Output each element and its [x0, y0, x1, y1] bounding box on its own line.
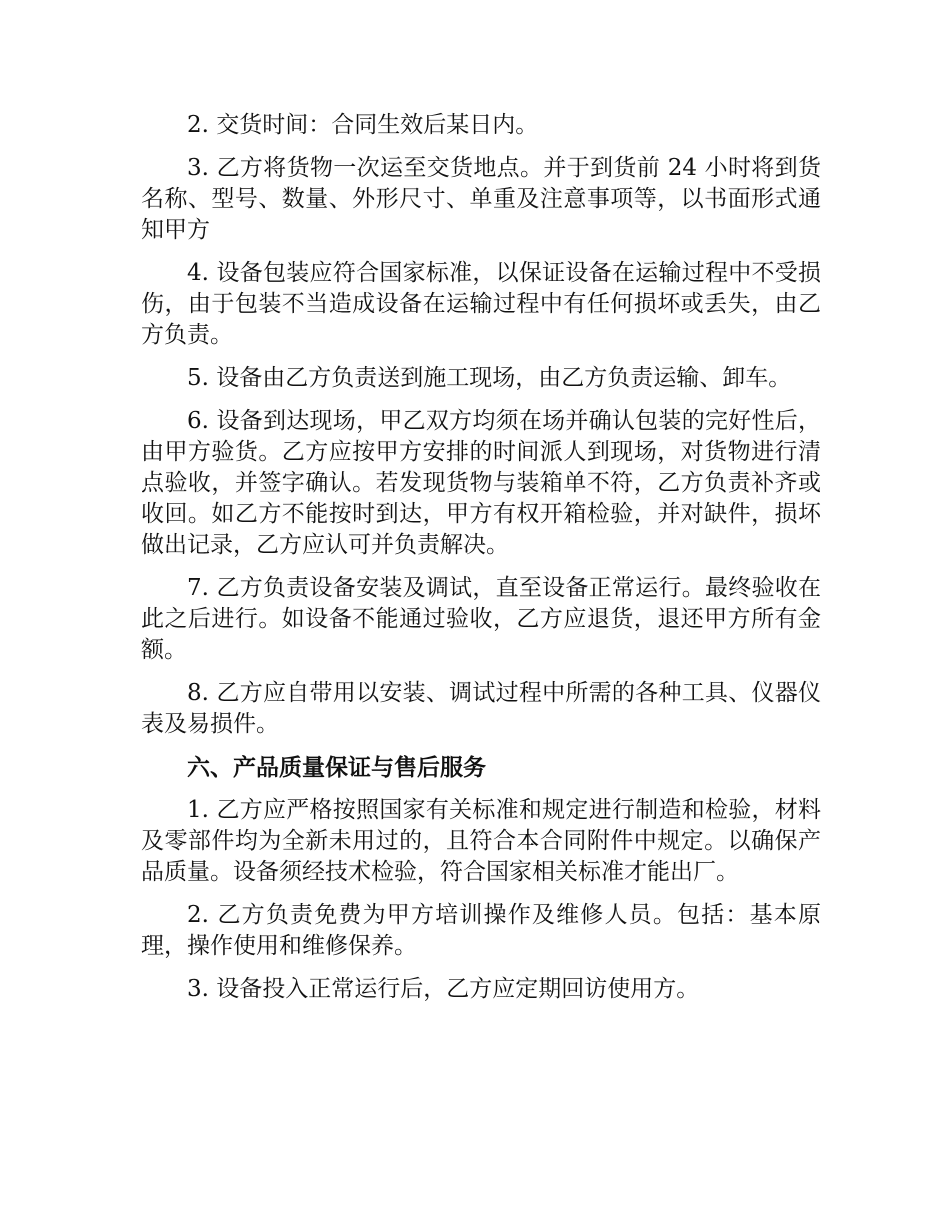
delivery-item-3: 3. 乙方将货物一次运至交货地点。并于到货前 24 小时将到货名称、型号、数量、外形尺寸、单重及注意事项等，以书面形式通知甲方 — [141, 155, 821, 243]
delivery-item-2: 2. 交货时间：合同生效后某日内。 — [187, 112, 539, 138]
document-page — [141, 110, 821, 1017]
quality-item-1: 1. 乙方应严格按照国家有关标准和规定进行制造和检验，材料及零部件均为全新未用过的，且符合本合同附件中规定。以确保产品质量。设备须经技术检验，符合国家相关标准才能出厂。 — [141, 797, 821, 885]
delivery-item-4: 4. 设备包装应符合国家标准，以保证设备在运输过程中不受损伤，由于包装不当造成设备在运输过程中有任何损坏或丢失，由乙方负责。 — [141, 260, 821, 348]
section-six-heading: 六、产品质量保证与售后服务 — [187, 754, 486, 781]
delivery-item-7: 7. 乙方负责设备安装及调试，直至设备正常运行。最终验收在此之后进行。如设备不能通过验收，乙方应退货，退还甲方所有金额。 — [141, 575, 821, 663]
delivery-item-5: 5. 设备由乙方负责送到施工现场，由乙方负责运输、卸车。 — [187, 365, 792, 391]
delivery-item-6: 6. 设备到达现场，甲乙双方均须在场并确认包装的完好性后，由甲方验货。乙方应按甲方安排的时间派人到现场，对货物进行清点验收，并签字确认。若发现货物与装箱单不符，乙方负责补齐或收回。如乙方不能按时到达，甲方有权开箱检验，并对缺件，损坏做出记录，乙方应认可并负责解决。 — [141, 408, 821, 558]
delivery-item-8: 8. 乙方应自带用以安装、调试过程中所需的各种工具、仪器仪表及易损件。 — [141, 680, 821, 737]
quality-item-2: 2. 乙方负责免费为甲方培训操作及维修人员。包括：基本原理，操作使用和维修保养。 — [141, 902, 821, 959]
quality-item-3: 3. 设备投入正常运行后，乙方应定期回访使用方。 — [187, 976, 700, 1002]
